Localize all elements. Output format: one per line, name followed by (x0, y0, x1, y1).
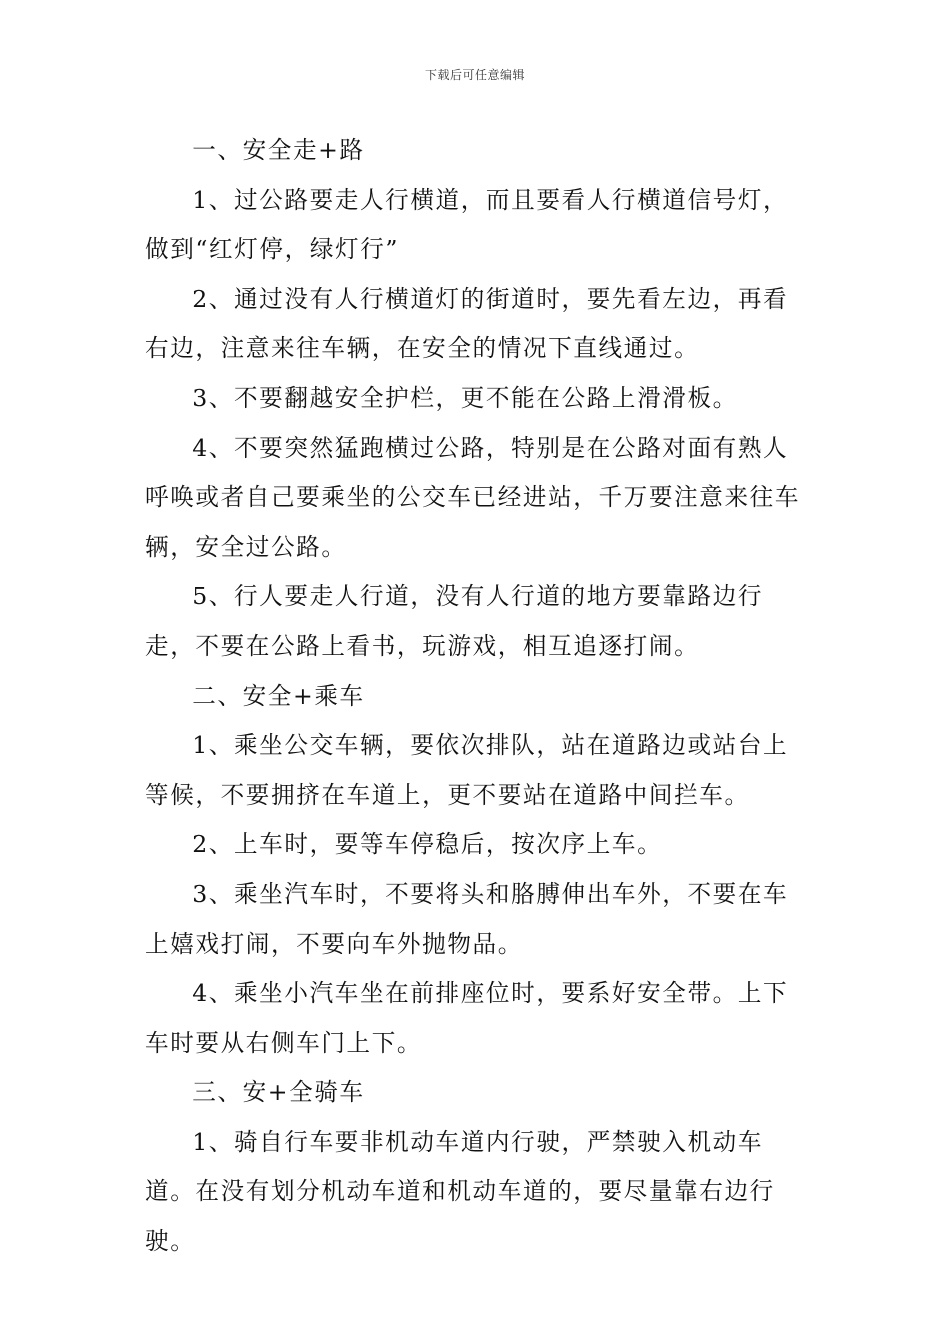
section-heading-walking: 一、安全走+路 (192, 136, 365, 164)
section-heading-riding: 二、安全+乘车 (192, 681, 365, 710)
paragraph: 5、行人要走人行道，没有人行道的地方要靠路边行走，不要在公路上看书，玩游戏，相互追逐打闹。 (145, 582, 764, 660)
paragraph: 4、不要突然猛跑横过公路，特别是在公路对面有熟人呼唤或者自己要乘坐的公交车已经进站，千万要注意来往车辆，安全过公路。 (145, 433, 801, 561)
document-body (145, 126, 813, 1267)
paragraph: 1、过公路要走人行横道，而且要看人行横道信号灯，做到“红灯停，绿灯行” (145, 185, 789, 264)
paragraph: 3、不要翻越安全护栏，更不能在公路上滑滑板。 (192, 383, 738, 412)
paragraph: 1、乘坐公交车辆，要依次排队，站在道路边或站台上等候，不要拥挤在车道上，更不要站在道路中间拦车。 (145, 731, 789, 809)
paragraph: 3、乘坐汽车时，不要将头和胳膊伸出车外，不要在车上嬉戏打闹，不要向车外抛物品。 (145, 879, 789, 958)
paragraph: 2、通过没有人行横道灯的街道时，要先看左边，再看右边，注意来往车辆，在安全的情况下直线通过。 (145, 284, 789, 363)
paragraph: 4、乘坐小汽车坐在前排座位时，要系好安全带。上下车时要从右侧车门上下。 (145, 979, 789, 1057)
section-heading-cycling: 三、安+全骑车 (192, 1078, 365, 1107)
download-note: 下载后可任意编辑 (424, 68, 525, 82)
paragraph: 2、上车时，要等车停稳后，按次序上车。 (192, 830, 663, 859)
paragraph: 1、骑自行车要非机动车道内行驶，严禁驶入机动车道。在没有划分机动车道和机动车道的，要尽量靠右边行驶。 (145, 1127, 775, 1256)
